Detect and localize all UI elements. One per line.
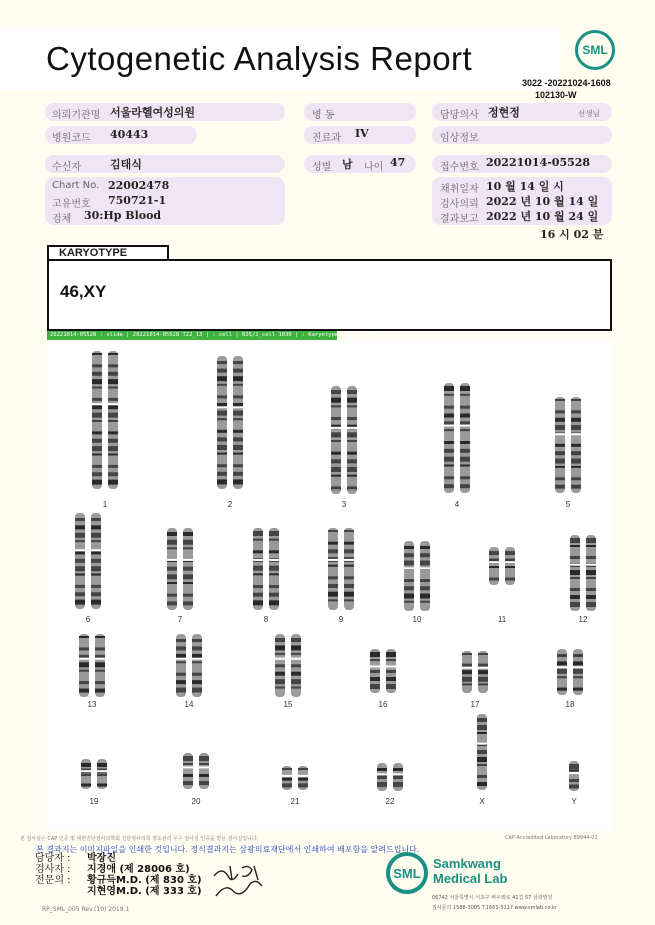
chromosome-6 — [73, 512, 103, 610]
report-date-value: 2022 년 10 월 24 일 — [486, 210, 599, 223]
chromosome-4 — [442, 382, 472, 494]
lab-name — [433, 856, 507, 886]
sml-logo-text: SML — [582, 43, 608, 57]
institution-value: 서울라헬여성의원 — [110, 106, 196, 119]
request-date-label: 검사의뢰 — [440, 199, 479, 210]
dept-value: IV — [355, 127, 369, 140]
hospital-code-value: 40443 — [110, 128, 149, 141]
chromosome-Y — [567, 760, 581, 792]
chromosome-label: 17 — [470, 700, 480, 709]
collect-date-label: 채취일자 — [440, 184, 479, 195]
chromosome-label: 6 — [85, 615, 91, 624]
chromosome-label: 21 — [290, 797, 300, 806]
age-value: 47 — [390, 156, 406, 169]
chromosome-X — [475, 713, 489, 791]
staff-role: 전문의 : — [35, 875, 71, 886]
hospital-code-label: 병원코드 — [52, 133, 91, 144]
chromosome-1 — [90, 350, 120, 490]
chromosome-label: 3 — [341, 500, 347, 509]
chromosome-label: 15 — [283, 700, 293, 709]
chromosome-label: 19 — [89, 797, 99, 806]
lab-address: 06742 서울특별시 서초구 바우뫼로 41길 57 삼광빌딩 — [432, 895, 553, 901]
chromosome-label: 11 — [497, 615, 507, 624]
request-date-value: 2022 년 10 월 14 일 — [486, 195, 599, 208]
staff-role: 담당자 : — [35, 853, 71, 864]
unique-no-value: 750721-1 — [108, 194, 167, 207]
staff-name: 지현영M.D. (제 333 호) — [87, 886, 202, 897]
collect-date-value: 10 월 14 일 시 — [486, 180, 564, 193]
chart-no-label: Chart No. — [52, 180, 100, 191]
sml-logo — [575, 30, 615, 70]
report-time-value: 16 시 02 분 — [540, 228, 604, 241]
chromosome-15 — [273, 633, 303, 698]
doctor-suffix: 선생님 — [578, 109, 600, 118]
chromosome-14 — [174, 633, 204, 698]
chromosome-label: 20 — [191, 797, 201, 806]
staff-role: 검사자 : — [35, 864, 71, 875]
chromosome-label: 12 — [578, 615, 588, 624]
chromosome-label: 22 — [385, 797, 395, 806]
ward-label: 병 동 — [312, 110, 335, 121]
recipient-label: 수신자 — [52, 162, 81, 173]
report-date-label: 결과보고 — [440, 214, 479, 225]
form-code: RP_SML_005 Rev.(10) 2019.1 — [42, 906, 130, 913]
report-title: Cytogenetic Analysis Report — [46, 40, 473, 77]
chromosome-16 — [368, 648, 398, 694]
staff-roles — [35, 853, 71, 897]
report-number-2: 102130-W — [535, 90, 577, 100]
specimen-label: 검체 — [52, 214, 72, 225]
chromosome-label: 4 — [454, 500, 460, 509]
lab-name-1: Samkwang — [433, 856, 501, 871]
chromosome-20 — [181, 752, 211, 790]
staff-role — [35, 886, 71, 897]
clinical-label: 임상정보 — [440, 133, 479, 144]
chromosome-5 — [553, 396, 583, 494]
institution-label: 의뢰기관명 — [52, 110, 101, 121]
chart-no-value: 22002478 — [108, 179, 170, 192]
chromosome-21 — [280, 765, 310, 791]
chromosome-22 — [375, 762, 405, 792]
chromosome-11 — [487, 546, 517, 586]
chromosome-17 — [460, 650, 490, 694]
chromosome-10 — [402, 540, 432, 612]
chromosome-13 — [77, 633, 107, 698]
receipt-no-label: 접수번호 — [440, 162, 479, 173]
chromosome-label: 16 — [378, 700, 388, 709]
lab-logo-text: SML — [393, 865, 421, 881]
chromosome-label: 13 — [87, 700, 97, 709]
chromosome-label: Y — [571, 797, 577, 806]
chromosome-label: 2 — [227, 500, 233, 509]
chromosome-label: 5 — [565, 500, 571, 509]
unique-no-label: 고유번호 — [52, 199, 91, 210]
age-label: 나이 — [364, 162, 384, 173]
chromosome-label: 7 — [177, 615, 183, 624]
chromosome-label: 9 — [338, 615, 344, 624]
chromosome-12 — [568, 534, 598, 612]
staff-name: 황규득M.D. (제 830 호) — [87, 875, 202, 886]
chromosome-label: 10 — [412, 615, 422, 624]
lab-logo — [386, 852, 428, 894]
chromosome-label: 1 — [102, 500, 108, 509]
chromosome-18 — [555, 648, 585, 696]
chromosome-label: X — [479, 797, 485, 806]
report-number-1: 3022 -20221024-1608 — [522, 78, 611, 88]
chromosome-8 — [251, 527, 281, 611]
karyotype-box — [47, 259, 612, 331]
lab-contact: 검사문의 1588-3005 T.1661-5117 www.smlab.co.kr — [432, 905, 557, 911]
doctor-label: 담당의사 — [440, 110, 479, 121]
recipient-pill — [45, 155, 285, 173]
chromosome-7 — [165, 527, 195, 611]
specimen-value: 30:Hp Blood — [84, 209, 162, 222]
staff-names — [87, 853, 202, 897]
lab-name-2: Medical Lab — [433, 871, 508, 886]
cap-note: 본 검사실은 CAP 인증 및 대한진단검사의학회 진단검사의학 정도관리 우수 검사실 인증을 받은 검사실입니다. — [20, 836, 259, 842]
staff-name: 박장진 — [87, 853, 116, 864]
cap-accreditation: CAP Accredited Laboratory 89944-01 — [505, 835, 598, 841]
sex-value: 남 — [342, 158, 353, 171]
karyotype-tab: KARYOTYPE — [47, 245, 169, 261]
recipient-value: 김태식 — [110, 158, 142, 171]
chromosome-label: 18 — [565, 700, 575, 709]
karyotype-value: 46,XY — [60, 282, 107, 301]
doctor-value: 정현정 — [488, 106, 520, 119]
chromosome-label: 14 — [184, 700, 194, 709]
dept-label: 진료과 — [312, 133, 341, 144]
receipt-no-value: 20221014-05528 — [486, 156, 591, 169]
chromosome-3 — [329, 385, 359, 495]
chromosome-9 — [326, 527, 356, 611]
chromosome-2 — [215, 355, 245, 490]
chromosome-label: 8 — [263, 615, 269, 624]
notice-text: 본 결과지는 이미지파일을 인쇄한 것입니다. 정식결과지는 삼광의료재단에서 인쇄하여 배포함을 알려드립니다. — [36, 845, 420, 854]
chromosome-19 — [79, 758, 109, 790]
signature — [208, 862, 268, 902]
staff-name: 지경애 (제 28006 호) — [87, 864, 190, 875]
sex-label: 성별 — [312, 162, 332, 173]
image-caption-bar: 20221014-05528 : slide | 20221014-05528 T22_13 | : cell | N35/2_cell 1030 | : Karyotype (1232 x 912) — [47, 331, 337, 340]
